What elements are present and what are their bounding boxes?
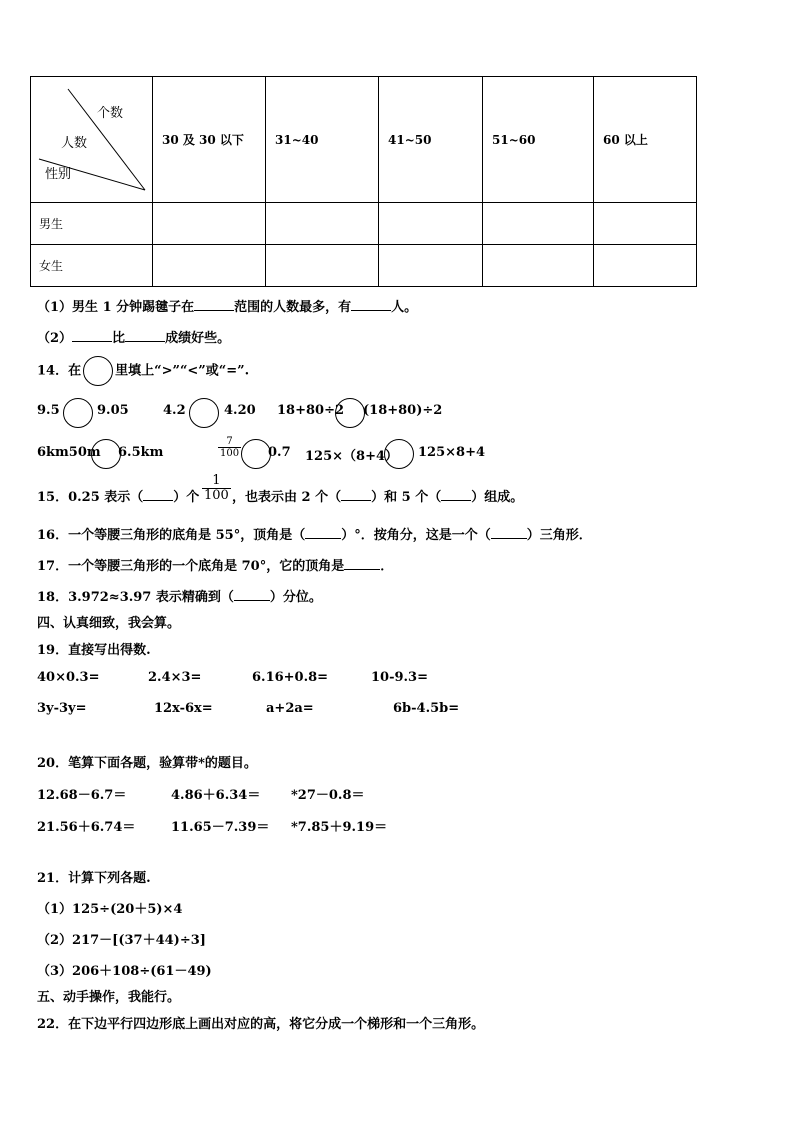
blank-cell: [266, 203, 379, 245]
fraction-1-100: $\frac{1}{100}$: [204, 473, 229, 504]
q20-item: *27－0.8＝: [291, 788, 365, 803]
diag-label-people: 人数: [61, 136, 88, 151]
q16-text: 16．一个等腰三角形的底角是 55°，顶角是（ ）°．按角分，这是一个（ ）三角形．: [37, 528, 592, 543]
q14-row2: 6.5km: [118, 445, 164, 460]
q22-text: 22．在下边平行四边形底上画出对应的高，将它分成一个梯形和一个三角形。: [37, 1017, 485, 1032]
q19-item: a+2a=: [266, 701, 314, 716]
header-cell: 60 以上: [594, 77, 697, 203]
compare-circle[interactable]: [63, 398, 93, 428]
q19-item: 2.4×3=: [148, 670, 202, 685]
compare-circle[interactable]: [241, 439, 271, 469]
blank-cell: [594, 245, 697, 287]
answer-blank[interactable]: [351, 310, 391, 311]
table-row: [31, 203, 697, 245]
blank-cell: [379, 245, 483, 287]
q21-title: 21．计算下列各题.: [37, 871, 151, 886]
q21-item: （2）217－[(37＋44)÷3]: [37, 933, 206, 948]
blank-cell: [379, 203, 483, 245]
q14-row1: 9.05: [97, 403, 129, 418]
compare-circle[interactable]: [335, 398, 365, 428]
q14-row2: 0.7: [268, 445, 291, 460]
fraction-7-100: $\frac{7}{100}$: [220, 436, 240, 459]
answer-blank[interactable]: [194, 310, 234, 311]
table-row: [31, 245, 697, 287]
q20-item: 21.56＋6.74＝: [37, 820, 136, 835]
q14-row1: 9.5: [37, 403, 60, 418]
q20-item: *7.85＋9.19＝: [291, 820, 388, 835]
answer-blank[interactable]: [441, 500, 471, 501]
diag-label-gender: 性别: [45, 167, 72, 182]
blank-cell: [153, 203, 266, 245]
q13-part1: （1）男生 1 分钟踢毽子在 范围的人数最多，有 人。: [37, 300, 418, 315]
q14-row1: 4.20: [224, 403, 256, 418]
q18-text: 18．3.972≈3.97 表示精确到（ ）分位。: [37, 590, 322, 605]
q21-item: （1）125÷(20＋5)×4: [37, 902, 183, 917]
answer-blank[interactable]: [234, 600, 270, 601]
answer-blank[interactable]: [125, 341, 165, 342]
blank-cell: [266, 245, 379, 287]
blank-cell: [483, 203, 594, 245]
q14-row2: 6km50m: [37, 445, 101, 460]
q19-item: 6.16+0.8=: [252, 670, 329, 685]
answer-blank[interactable]: [344, 569, 380, 570]
answer-blank[interactable]: [491, 538, 527, 539]
q19-item: 40×0.3=: [37, 670, 100, 685]
q14-row2: 125×（8+4）: [305, 449, 399, 464]
answer-blank[interactable]: [143, 500, 173, 501]
q20-title: 20．笔算下面各题，验算带*的题目。: [37, 756, 257, 771]
q19-title: 19．直接写出得数.: [37, 643, 151, 658]
diagonal-lines: [31, 77, 152, 202]
q19-item: 12x-6x=: [154, 701, 213, 716]
q20-item: 4.86＋6.34＝: [171, 788, 261, 803]
header-cell: 31~40: [266, 77, 379, 203]
answer-blank[interactable]: [341, 500, 371, 501]
header-cell: 51~60: [483, 77, 594, 203]
header-cell: 30 及 30 以下: [153, 77, 266, 203]
q15-text: 15．0.25 表示（ ）个: [37, 490, 200, 505]
blank-cell: [153, 245, 266, 287]
q14-row1: 4.2: [163, 403, 186, 418]
answer-blank[interactable]: [305, 538, 341, 539]
q14-row2: 125×8+4: [418, 445, 486, 460]
blank-cell: [594, 203, 697, 245]
q19-item: 3y-3y=: [37, 701, 87, 716]
compare-circle[interactable]: [384, 439, 414, 469]
circle-blank[interactable]: [83, 356, 113, 386]
q20-item: 12.68－6.7＝: [37, 788, 127, 803]
q14-row1: (18+80)÷2: [363, 403, 443, 418]
q13-part2: （2） 比 成绩好些。: [37, 331, 231, 346]
header-cell: 41~50: [379, 77, 483, 203]
survey-table: [30, 76, 697, 287]
q14-intro: 14．在 里填上“>”“<”或“=”.: [37, 356, 249, 386]
compare-circle[interactable]: [91, 439, 121, 469]
q17-text: 17．一个等腰三角形的一个底角是 70°，它的顶角是 ．: [37, 559, 394, 574]
compare-circle[interactable]: [189, 398, 219, 428]
answer-blank[interactable]: [72, 341, 112, 342]
blank-cell: [483, 245, 594, 287]
section-five-heading: 五、动手操作，我能行。: [37, 990, 181, 1005]
diagonal-header-cell: [31, 77, 153, 203]
row-label-boys: 男生: [31, 203, 153, 245]
section-four-heading: 四、认真细致，我会算。: [37, 616, 181, 631]
q21-item: （3）206＋108÷(61－49): [37, 964, 212, 979]
row-label-girls: 女生: [31, 245, 153, 287]
q19-item: 10-9.3=: [371, 670, 428, 685]
diag-label-count: 个数: [97, 106, 124, 121]
q20-item: 11.65－7.39＝: [171, 820, 270, 835]
q19-item: 6b-4.5b=: [393, 701, 460, 716]
q14-row1: 18+80÷2: [277, 403, 345, 418]
q15-text-cont: ，也表示由 2 个（ ）和 5 个（ ）组成。: [232, 490, 524, 505]
